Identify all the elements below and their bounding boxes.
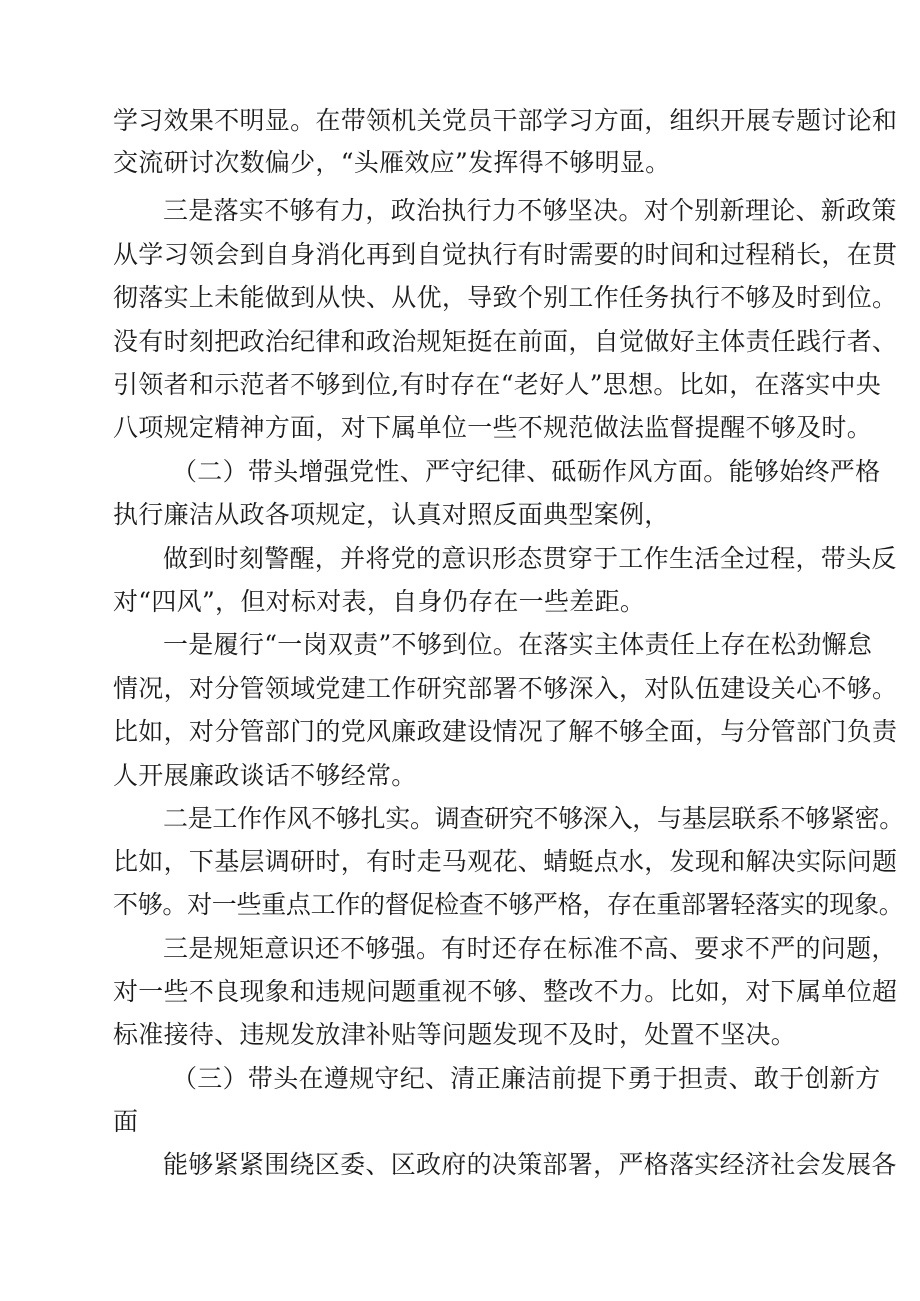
text-line: 执行廉洁从政各项规定，认真对照反面典型案例，: [113, 500, 670, 529]
text-line: （三）带头在遵规守纪、清正廉洁前提下勇于担责、敢于创新方: [172, 1064, 881, 1093]
text-line: 人开展廉政谈话不够经常。: [113, 761, 417, 790]
text-line: 三是规矩意识还不够强。有时还存在标准不高、要求不严的问题，: [163, 934, 897, 963]
text-line: 对“四风”，但对标对表，自身仍存在一些差距。: [113, 587, 646, 616]
text-line: 一是履行“一岗双责”不够到位。在落实主体责任上存在松劲懈怠: [163, 630, 873, 659]
text-line: 不够。对一些重点工作的督促检查不够严格，存在重部署轻落实的现象。: [113, 890, 904, 919]
text-line: 三是落实不够有力，政治执行力不够坚决。对个别新理论、新政策: [163, 196, 897, 225]
text-line: 标准接待、违规发放津补贴等问题发现不及时，处置不坚决。: [113, 1020, 797, 1049]
text-line: 做到时刻警醒，并将党的意识形态贯穿于工作生活全过程，带头反: [163, 544, 897, 573]
text-line: 没有时刻把政治纪律和政治规矩挺在前面，自觉做好主体责任践行者、: [113, 327, 898, 356]
text-line: （二）带头增强党性、严守纪律、砥砺作风方面。能够始终严格: [172, 457, 881, 486]
text-line: 比如，下基层调研时，有时走马观花、蜻蜓点水，发现和解决实际问题: [113, 847, 898, 876]
text-line: 比如，对分管部门的党风廉政建设情况了解不够全面，与分管部门负责: [113, 717, 898, 746]
text-line: 引领者和示范者不够到位,有时存在“老好人”思想。比如，在落实中央: [113, 370, 882, 399]
text-line: 学习效果不明显。在带领机关党员干部学习方面，组织开展专题讨论和: [113, 106, 898, 135]
text-line: 二是工作作风不够扎实。调查研究不够深入，与基层联系不够紧密。: [163, 804, 905, 833]
text-line: 彻落实上未能做到从快、从优，导致个别工作任务执行不够及时到位。: [113, 283, 898, 312]
text-line: 八项规定精神方面，对下属单位一些不规范做法监督提醒不够及时。: [113, 413, 873, 442]
text-line: 从学习领会到自身消化再到自觉执行有时需要的时间和过程稍长，在贯: [113, 240, 898, 269]
text-line: 交流研讨次数偏少，“头雁效应”发挥得不够明显。: [113, 148, 671, 177]
text-line: 面: [113, 1107, 139, 1136]
text-line: 对一些不良现象和违规问题重视不够、整改不力。比如，对下属单位超: [113, 977, 898, 1006]
text-line: 能够紧紧围绕区委、区政府的决策部署，严格落实经济社会发展各: [163, 1150, 897, 1179]
text-line: 情况，对分管领域党建工作研究部署不够深入，对队伍建设关心不够。: [113, 674, 898, 703]
